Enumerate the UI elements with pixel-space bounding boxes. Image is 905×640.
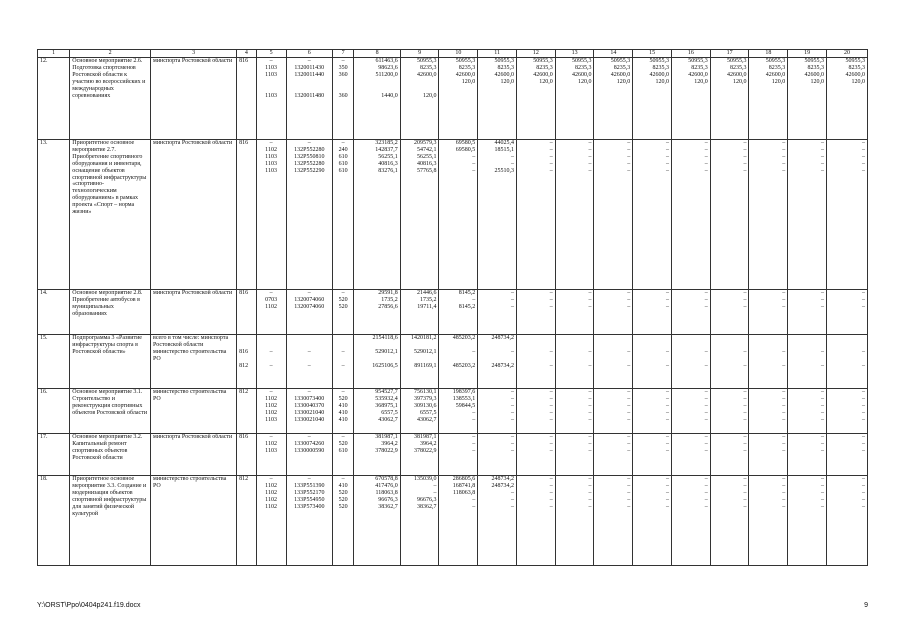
- table-cell: – 350 360 360: [332, 58, 354, 140]
- table-cell: всего в том числе: минспорта Ростовской области министерство строительства РО: [151, 335, 237, 389]
- table-cell: 248734,2 248734,2 – – –: [478, 476, 517, 566]
- table-row: [38, 476, 868, 566]
- table-cell: 50955,3 8235,3 42600,0 120,0: [826, 58, 867, 140]
- table-cell: – – –: [478, 434, 517, 476]
- table-cell: – – – – –: [788, 476, 827, 566]
- table-cell: 21446,6 1735,2 19711,4: [400, 290, 439, 335]
- table-cell: – – – – –: [826, 389, 867, 434]
- table-cell: – – –: [594, 290, 633, 335]
- table-cell: 381987,1 3964,2 378022,9: [354, 434, 400, 476]
- table-cell: – – – – –: [710, 140, 749, 290]
- table-cell: – – – – –: [555, 389, 594, 434]
- table-cell: 816: [237, 434, 256, 476]
- table-cell: – – – – –: [594, 140, 633, 290]
- table-cell: Основное мероприятие 2.8. Приобретение автобусов в муниципальных образованиях: [70, 290, 151, 335]
- table-cell: 812: [237, 476, 256, 566]
- table-cell: 816 812: [237, 335, 256, 389]
- table-cell: Подпрограмма 3 «Развитие инфраструктуры спорта в Ростовской области»: [70, 335, 151, 389]
- table-cell: – – – – –: [555, 140, 594, 290]
- column-number: 17: [710, 50, 749, 58]
- column-number: 1: [38, 50, 70, 58]
- table-row: [38, 58, 868, 140]
- table-cell: 50955,3 8235,3 42600,0 120,0: [400, 58, 439, 140]
- table-cell: – – –: [826, 290, 867, 335]
- table-cell: – –: [788, 335, 827, 389]
- table-cell: – – –: [749, 290, 788, 335]
- column-number: 5: [256, 50, 286, 58]
- table-cell: 611463,6 98623,6 511200,0 1440,0: [354, 58, 400, 140]
- table-cell: министерство строительства РО: [151, 389, 237, 434]
- table-cell: 50955,3 8235,3 42600,0 120,0: [749, 58, 788, 140]
- table-cell: 69580,5 69580,5 – – –: [439, 140, 478, 290]
- table-cell: 15.: [38, 335, 70, 389]
- table-cell: – – – – –: [749, 476, 788, 566]
- table-row: [38, 389, 868, 434]
- column-number: 7: [332, 50, 354, 58]
- column-number: 13: [555, 50, 594, 58]
- table-cell: Основное мероприятие 3.1. Строительство и реконструкция спортивных объектов Ростовской области: [70, 389, 151, 434]
- table-cell: 2154118,6 529012,1 1625106,5: [354, 335, 400, 389]
- table-cell: – 1102 1103: [256, 434, 286, 476]
- table-cell: – – – – –: [594, 389, 633, 434]
- table-cell: 50955,3 8235,3 42600,0 120,0: [516, 58, 555, 140]
- table-cell: – – –: [594, 434, 633, 476]
- table-cell: – – –: [516, 290, 555, 335]
- column-number: 14: [594, 50, 633, 58]
- table-cell: – – – – –: [788, 140, 827, 290]
- table-cell: – – – – –: [516, 389, 555, 434]
- table-cell: 50955,3 8235,3 42600,0 120,0: [671, 58, 710, 140]
- table-cell: – – – – –: [671, 476, 710, 566]
- table-cell: 12.: [38, 58, 70, 140]
- table-cell: – – – – –: [555, 476, 594, 566]
- table-cell: – 1103 1103 1103: [256, 58, 286, 140]
- table-cell: 29591,8 1735,2 27856,6: [354, 290, 400, 335]
- table-cell: 16.: [38, 389, 70, 434]
- table-cell: – – –: [555, 434, 594, 476]
- table-cell: – – – – –: [633, 389, 672, 434]
- table-row: [38, 434, 868, 476]
- table-cell: 50955,3 8235,3 42600,0 120,0: [555, 58, 594, 140]
- table-cell: – – –: [633, 290, 672, 335]
- table-cell: – –: [671, 335, 710, 389]
- table-cell: – 240 610 610 610: [332, 140, 354, 290]
- table-cell: 1420181,2 529012,1 891169,1: [400, 335, 439, 389]
- table-cell: – –: [256, 335, 286, 389]
- table-cell: – – – – –: [516, 476, 555, 566]
- table-row: [38, 335, 868, 389]
- table-body: [38, 50, 868, 566]
- table-cell: 812: [237, 389, 256, 434]
- table-cell: – 520 410 410 410: [332, 389, 354, 434]
- table-cell: 381987,1 3964,2 378022,9: [400, 434, 439, 476]
- table-cell: – 1330074260 1330000590: [286, 434, 332, 476]
- table-cell: 44025,4 18515,1 – – 25510,3: [478, 140, 517, 290]
- table-cell: 198397,6 138553,1 59844,5 – –: [439, 389, 478, 434]
- table-cell: – – –: [478, 290, 517, 335]
- table-cell: 8145,2 – 8145,2: [439, 290, 478, 335]
- table-cell: – – – – –: [826, 476, 867, 566]
- table-cell: 18.: [38, 476, 70, 566]
- table-cell: – – –: [671, 434, 710, 476]
- table-cell: – 133P551390 133P552170 133P554950 133P573400: [286, 476, 332, 566]
- column-number: 11: [478, 50, 517, 58]
- column-number: 12: [516, 50, 555, 58]
- table-cell: 756130,1 397379,3 309130,6 6557,5 43062,7: [400, 389, 439, 434]
- budget-table: [37, 49, 868, 566]
- table-cell: – – – – –: [749, 389, 788, 434]
- table-cell: – 1102 1102 1102 1102: [256, 476, 286, 566]
- column-number: 6: [286, 50, 332, 58]
- column-number: 19: [788, 50, 827, 58]
- table-cell: 954527,7 535932,4 368975,1 6557,5 43062,7: [354, 389, 400, 434]
- column-number: 10: [439, 50, 478, 58]
- column-number: 18: [749, 50, 788, 58]
- table-cell: – 1320074060 1320074060: [286, 290, 332, 335]
- table-cell: 13.: [38, 140, 70, 290]
- table-cell: – – – – –: [710, 389, 749, 434]
- table-cell: 50955,3 8235,3 42600,0 120,0: [478, 58, 517, 140]
- table-cell: Основное мероприятие 3.2. Капитальный ремонт спортивных объектов Ростовской области: [70, 434, 151, 476]
- table-cell: – –: [633, 335, 672, 389]
- table-cell: – – –: [749, 434, 788, 476]
- table-cell: – – –: [788, 290, 827, 335]
- table-cell: – 410 520 520 520: [332, 476, 354, 566]
- table-cell: – – – – –: [633, 476, 672, 566]
- table-cell: 50955,3 8235,3 42600,0 120,0: [594, 58, 633, 140]
- table-row: [38, 140, 868, 290]
- table-cell: – – – – –: [478, 389, 517, 434]
- table-cell: – –: [594, 335, 633, 389]
- page-footer: [37, 602, 868, 612]
- table-cell: – 1102 1103 1103 1103: [256, 140, 286, 290]
- table-cell: минспорта Ростовской области: [151, 434, 237, 476]
- column-number: 8: [354, 50, 400, 58]
- table-cell: – –: [749, 335, 788, 389]
- table-row: [38, 290, 868, 335]
- table-cell: – – – – –: [516, 140, 555, 290]
- table-cell: 50955,3 8235,3 42600,0 120,0: [710, 58, 749, 140]
- table-cell: – –: [332, 335, 354, 389]
- table-cell: – 132P552280 132P550810 132P552280 132P552290: [286, 140, 332, 290]
- table-cell: 816: [237, 140, 256, 290]
- table-cell: – 1320011430 1320011440 1320011480: [286, 58, 332, 140]
- table-cell: 816: [237, 58, 256, 140]
- table-cell: 670578,8 417476,0 118063,8 96676,3 38362,7: [354, 476, 400, 566]
- file-path: Y:\ORST\Ppo\0404p241.f19.docx: [37, 602, 141, 609]
- table-cell: – – – – –: [671, 140, 710, 290]
- table-cell: 209579,3 54742,1 56255,1 40816,3 57765,8: [400, 140, 439, 290]
- table-cell: – – – – –: [671, 389, 710, 434]
- table-cell: министерство строительства РО: [151, 476, 237, 566]
- table-cell: – 520 520: [332, 290, 354, 335]
- table-cell: – – – – –: [826, 140, 867, 290]
- table-cell: 17.: [38, 434, 70, 476]
- table-cell: – 0703 1102: [256, 290, 286, 335]
- table-cell: минспорта Ростовской области: [151, 58, 237, 140]
- table-cell: 816: [237, 290, 256, 335]
- table-cell: – – –: [710, 290, 749, 335]
- column-number: 2: [70, 50, 151, 58]
- column-number: 15: [633, 50, 672, 58]
- table-cell: – – –: [826, 434, 867, 476]
- table-cell: – – – – –: [788, 389, 827, 434]
- table-cell: – –: [710, 335, 749, 389]
- table-cell: – –: [826, 335, 867, 389]
- column-number: 3: [151, 50, 237, 58]
- page-number: 9: [864, 602, 868, 609]
- table-cell: – – –: [671, 290, 710, 335]
- table-cell: Основное мероприятие 2.6. Подготовка спортсменов Ростовской области к участию во всероссийских и международных соревнованиях: [70, 58, 151, 140]
- table-cell: – – –: [710, 434, 749, 476]
- table-cell: – – –: [555, 290, 594, 335]
- table-cell: 286805,6 168741,8 118063,8 – –: [439, 476, 478, 566]
- table-cell: – –: [516, 335, 555, 389]
- table-cell: 50955,3 8235,3 42600,0 120,0: [788, 58, 827, 140]
- table-cell: 248734,2 – 248734,2: [478, 335, 517, 389]
- table-cell: 50955,3 8235,3 42600,0 120,0: [633, 58, 672, 140]
- table-cell: 485203,2 – 485203,2: [439, 335, 478, 389]
- table-cell: – – – – –: [594, 476, 633, 566]
- table-cell: – – –: [439, 434, 478, 476]
- table-cell: минспорта Ростовской области: [151, 140, 237, 290]
- table-cell: – – –: [516, 434, 555, 476]
- table-cell: 50955,3 8235,3 42600,0 120,0: [439, 58, 478, 140]
- table-cell: минспорта Ростовской области: [151, 290, 237, 335]
- column-number: 9: [400, 50, 439, 58]
- table-cell: – – – – –: [633, 140, 672, 290]
- table-cell: – – –: [633, 434, 672, 476]
- table-cell: – 1102 1102 1102 1103: [256, 389, 286, 434]
- table-cell: – – –: [788, 434, 827, 476]
- table-cell: 135039,0 – – 96676,3 38362,7: [400, 476, 439, 566]
- header-row: [38, 50, 868, 58]
- table-cell: Приоритетное основное мероприятие 3.3. Создание и модернизация объектов спортивной инфраструктуры для занятий физической культурой: [70, 476, 151, 566]
- table-cell: – –: [555, 335, 594, 389]
- table-cell: 14.: [38, 290, 70, 335]
- table-cell: 323185,2 142837,7 56255,1 40816,3 83276,1: [354, 140, 400, 290]
- table-cell: – – – – –: [710, 476, 749, 566]
- table-cell: – –: [286, 335, 332, 389]
- column-number: 16: [671, 50, 710, 58]
- table-cell: – 520 610: [332, 434, 354, 476]
- table-cell: – – – – –: [749, 140, 788, 290]
- column-number: 4: [237, 50, 256, 58]
- column-number: 20: [826, 50, 867, 58]
- table-cell: Приоритетное основное мероприятие 2.7. Приобретение спортивного оборудования и инвентаря, оснащение объектов спортивной инфраструктуры «спортивно-технологическим оборудованием» в рамках проекта «Спорт – норма жизни»: [70, 140, 151, 290]
- table-cell: – 1330073400 1330040370 1330021040 1330021040: [286, 389, 332, 434]
